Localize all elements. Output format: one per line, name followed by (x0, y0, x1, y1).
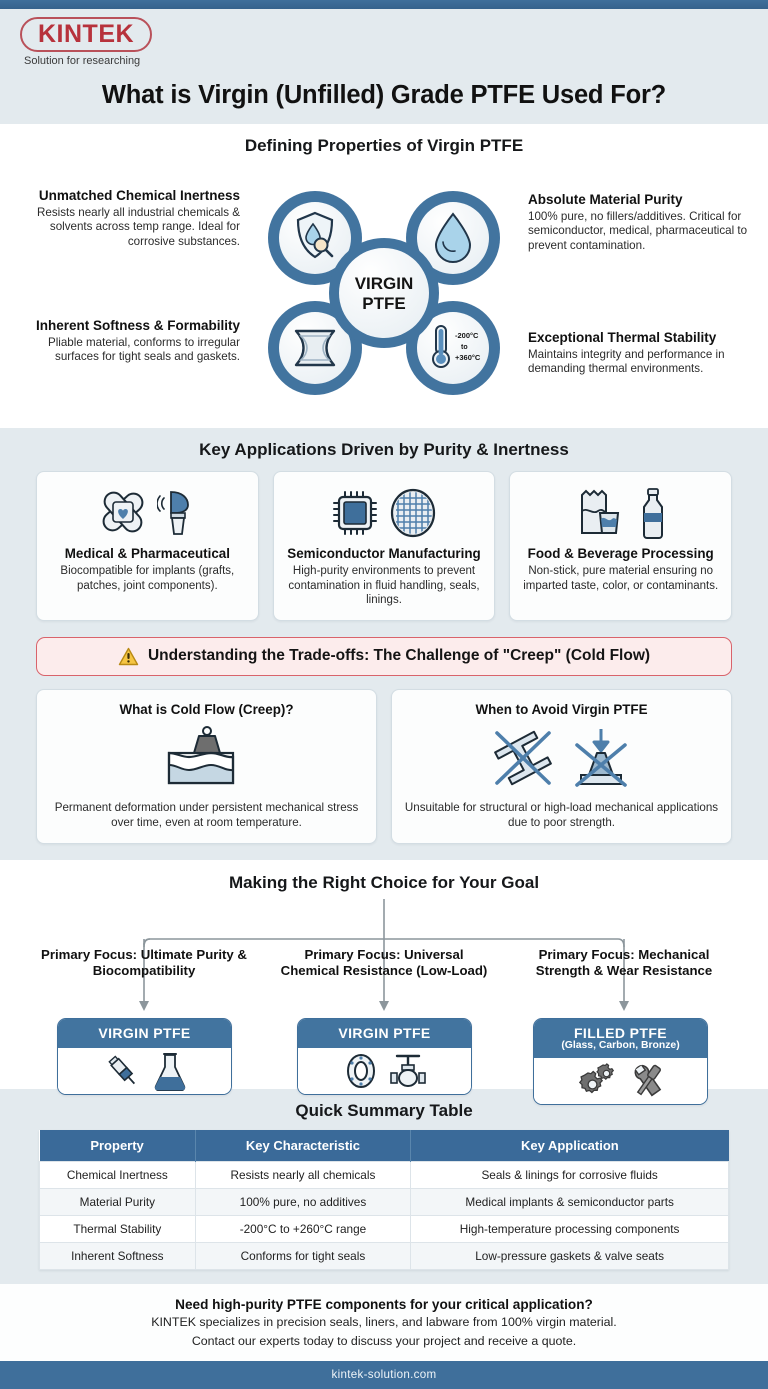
food-package-cup-icon (574, 487, 630, 539)
property-heading: Unmatched Chemical Inertness (38, 188, 240, 204)
card-heading: Medical & Pharmaceutical (64, 546, 230, 562)
table-cell: Inherent Softness (40, 1243, 196, 1270)
property-chemical-inertness (22, 188, 240, 249)
properties-section-title: Defining Properties of Virgin PTFE (244, 136, 524, 156)
beverage-bottle-icon (638, 487, 668, 539)
logo-wordmark: KINTEK (38, 20, 135, 48)
tradeoffs-section (0, 635, 768, 861)
erlenmeyer-flask-icon (153, 1051, 187, 1091)
table-cell: -200°C to +260°C range (195, 1216, 411, 1243)
table-cell: Conforms for tight seals (195, 1243, 411, 1270)
table-cell: Resists nearly all chemicals (195, 1162, 411, 1189)
thermometer-to-label: to (461, 344, 468, 352)
logo-tagline: Solution for researching (24, 55, 141, 68)
choice-result-header (534, 1019, 707, 1058)
cta-section (0, 1284, 768, 1361)
property-body: 100% pure, no fillers/additives. Critical for semiconductor, medical, pharmaceutical to prevent contamination. (528, 209, 748, 252)
choice-result-title: FILLED PTFE (573, 1025, 668, 1042)
card-heading: Food & Beverage Processing (527, 546, 714, 562)
choice-result-subtitle: (Glass, Carbon, Bronze) (561, 1040, 680, 1052)
table-cell: High-temperature processing components (411, 1216, 729, 1243)
property-heading: Inherent Softness & Formability (35, 318, 240, 334)
tradeoffs-warning-banner (36, 637, 732, 676)
property-material-purity (528, 192, 752, 253)
table-row (40, 1162, 729, 1189)
tradeoff-card-avoid (391, 689, 732, 845)
card-body: High-purity environments to prevent contamination in fluid handling, seals, linings. (288, 565, 480, 607)
card-icon-group (47, 723, 366, 793)
card-icon-group (402, 723, 721, 793)
tradeoffs-card-list (0, 689, 768, 845)
wrench-screwdriver-tools-icon (627, 1062, 669, 1100)
warning-triangle-icon (118, 647, 139, 666)
card-icon-group (518, 484, 723, 542)
weight-on-deformed-block-icon (161, 725, 253, 791)
choice-section-title: Making the Right Choice for Your Goal (228, 873, 540, 893)
applications-card-list (0, 471, 768, 620)
choice-result-filled-ptfe (533, 1018, 708, 1105)
table-row (40, 1243, 729, 1270)
table-cell: Low-pressure gaskets & valve seats (411, 1243, 729, 1270)
card-heading: When to Avoid Virgin PTFE (475, 701, 648, 717)
syringe-icon (103, 1051, 143, 1091)
bandage-heart-icon (97, 488, 149, 538)
tradeoffs-banner-text: Understanding the Trade-offs: The Challenge of "Creep" (Cold Flow) (147, 647, 651, 665)
property-inherent-softness (22, 318, 240, 364)
choice-result-title: VIRGIN PTFE (338, 1025, 431, 1042)
property-heading: Exceptional Thermal Stability (528, 330, 717, 346)
choice-section (0, 860, 768, 1089)
no-high-load-icon (567, 725, 635, 791)
card-body: Biocompatible for implants (grafts, patches, joint components). (60, 565, 235, 592)
property-body: Pliable material, conforms to irregular surfaces for tight seals and gaskets. (47, 335, 240, 364)
choice-result-icons (298, 1048, 471, 1094)
thermometer-max-label: -200°C (455, 331, 479, 341)
knee-joint-implant-icon (157, 488, 197, 538)
application-card-medical (36, 471, 259, 620)
tradeoff-card-cold-flow (36, 689, 377, 845)
table-cell: Medical implants & semiconductor parts (411, 1189, 729, 1216)
cta-line-1: KINTEK specializes in precision seals, liners, and labware from 100% virgin material. (151, 1315, 617, 1330)
no-structural-beam-icon (489, 725, 557, 791)
footer-url-bar: kintek-solution.com (0, 1361, 768, 1389)
table-column-header: Key Application (411, 1130, 729, 1162)
choice-branch-label-2: Primary Focus: Mechanical Strength & Wear Resistance (535, 947, 713, 979)
card-icon-group (45, 484, 250, 542)
logo-pill (20, 17, 152, 52)
choice-result-header (58, 1019, 231, 1048)
thermometer-min-label: +360°C (455, 353, 481, 363)
table-row (40, 1216, 729, 1243)
summary-section-title: Quick Summary Table (295, 1101, 473, 1121)
top-accent-bar (0, 0, 768, 9)
table-cell: Seals & linings for corrosive fluids (411, 1162, 729, 1189)
table-row (40, 1189, 729, 1216)
card-body: Non-stick, pure material ensuring no imparted taste, color, or contaminants. (523, 565, 719, 592)
property-heading: Absolute Material Purity (528, 192, 683, 208)
flange-gasket-icon (343, 1052, 379, 1090)
cta-heading: Need high-purity PTFE components for your critical application? (175, 1297, 593, 1313)
choice-result-virgin-purity (57, 1018, 232, 1095)
card-body: Permanent deformation under persistent mechanical stress over time, even at room temperature. (54, 800, 359, 829)
choice-result-title: VIRGIN PTFE (98, 1025, 191, 1042)
summary-section (0, 1089, 768, 1284)
choice-branch-label-0: Primary Focus: Ultimate Purity & Biocompatibility (41, 947, 247, 979)
summary-table (39, 1130, 729, 1270)
application-card-semiconductor (273, 471, 496, 620)
table-column-header: Key Characteristic (195, 1130, 411, 1162)
header (0, 9, 768, 124)
applications-section-title: Key Applications Driven by Purity & Inertness (199, 440, 569, 460)
table-cell: 100% pure, no additives (195, 1189, 411, 1216)
valve-icon (389, 1052, 427, 1090)
microchip-icon (330, 488, 380, 538)
choice-result-virgin-chemical (297, 1018, 472, 1095)
properties-hub-diagram (0, 160, 768, 418)
table-cell: Material Purity (40, 1189, 196, 1216)
card-heading: Semiconductor Manufacturing (287, 546, 481, 562)
table-body (40, 1162, 729, 1270)
choice-result-icons (58, 1048, 231, 1094)
card-heading: What is Cold Flow (Creep)? (119, 701, 294, 717)
table-cell: Chemical Inertness (40, 1162, 196, 1189)
choice-result-icons (534, 1058, 707, 1104)
property-body: Resists nearly all industrial chemicals & solvents across temp range. Ideal for corrosive substances. (37, 205, 240, 248)
properties-section (0, 124, 768, 428)
property-thermal-stability (528, 330, 752, 376)
gears-icon (573, 1062, 617, 1100)
hub-label-line1: VIRGIN (354, 274, 414, 294)
card-icon-group (282, 484, 487, 542)
applications-section (0, 428, 768, 634)
hub-diagram-svg (245, 168, 523, 418)
choice-result-header (298, 1019, 471, 1048)
brand-logo (0, 17, 768, 67)
card-body: Unsuitable for structural or high-load mechanical applications due to poor strength. (404, 800, 719, 829)
table-cell: Thermal Stability (40, 1216, 196, 1243)
choice-decision-tree (0, 899, 768, 1077)
property-body: Maintains integrity and performance in demanding thermal environments. (528, 347, 725, 376)
silicon-wafer-icon (388, 488, 438, 538)
hub-label-line2: PTFE (362, 294, 406, 314)
cta-line-2: Contact our experts today to discuss your project and receive a quote. (191, 1333, 577, 1348)
table-column-header: Property (40, 1130, 196, 1162)
choice-branch-label-1: Primary Focus: Universal Chemical Resistance (Low-Load) (280, 947, 488, 979)
table-header-row (40, 1130, 729, 1162)
page-title: What is Virgin (Unfilled) Grade PTFE Used For? (101, 81, 667, 110)
application-card-food (509, 471, 732, 620)
